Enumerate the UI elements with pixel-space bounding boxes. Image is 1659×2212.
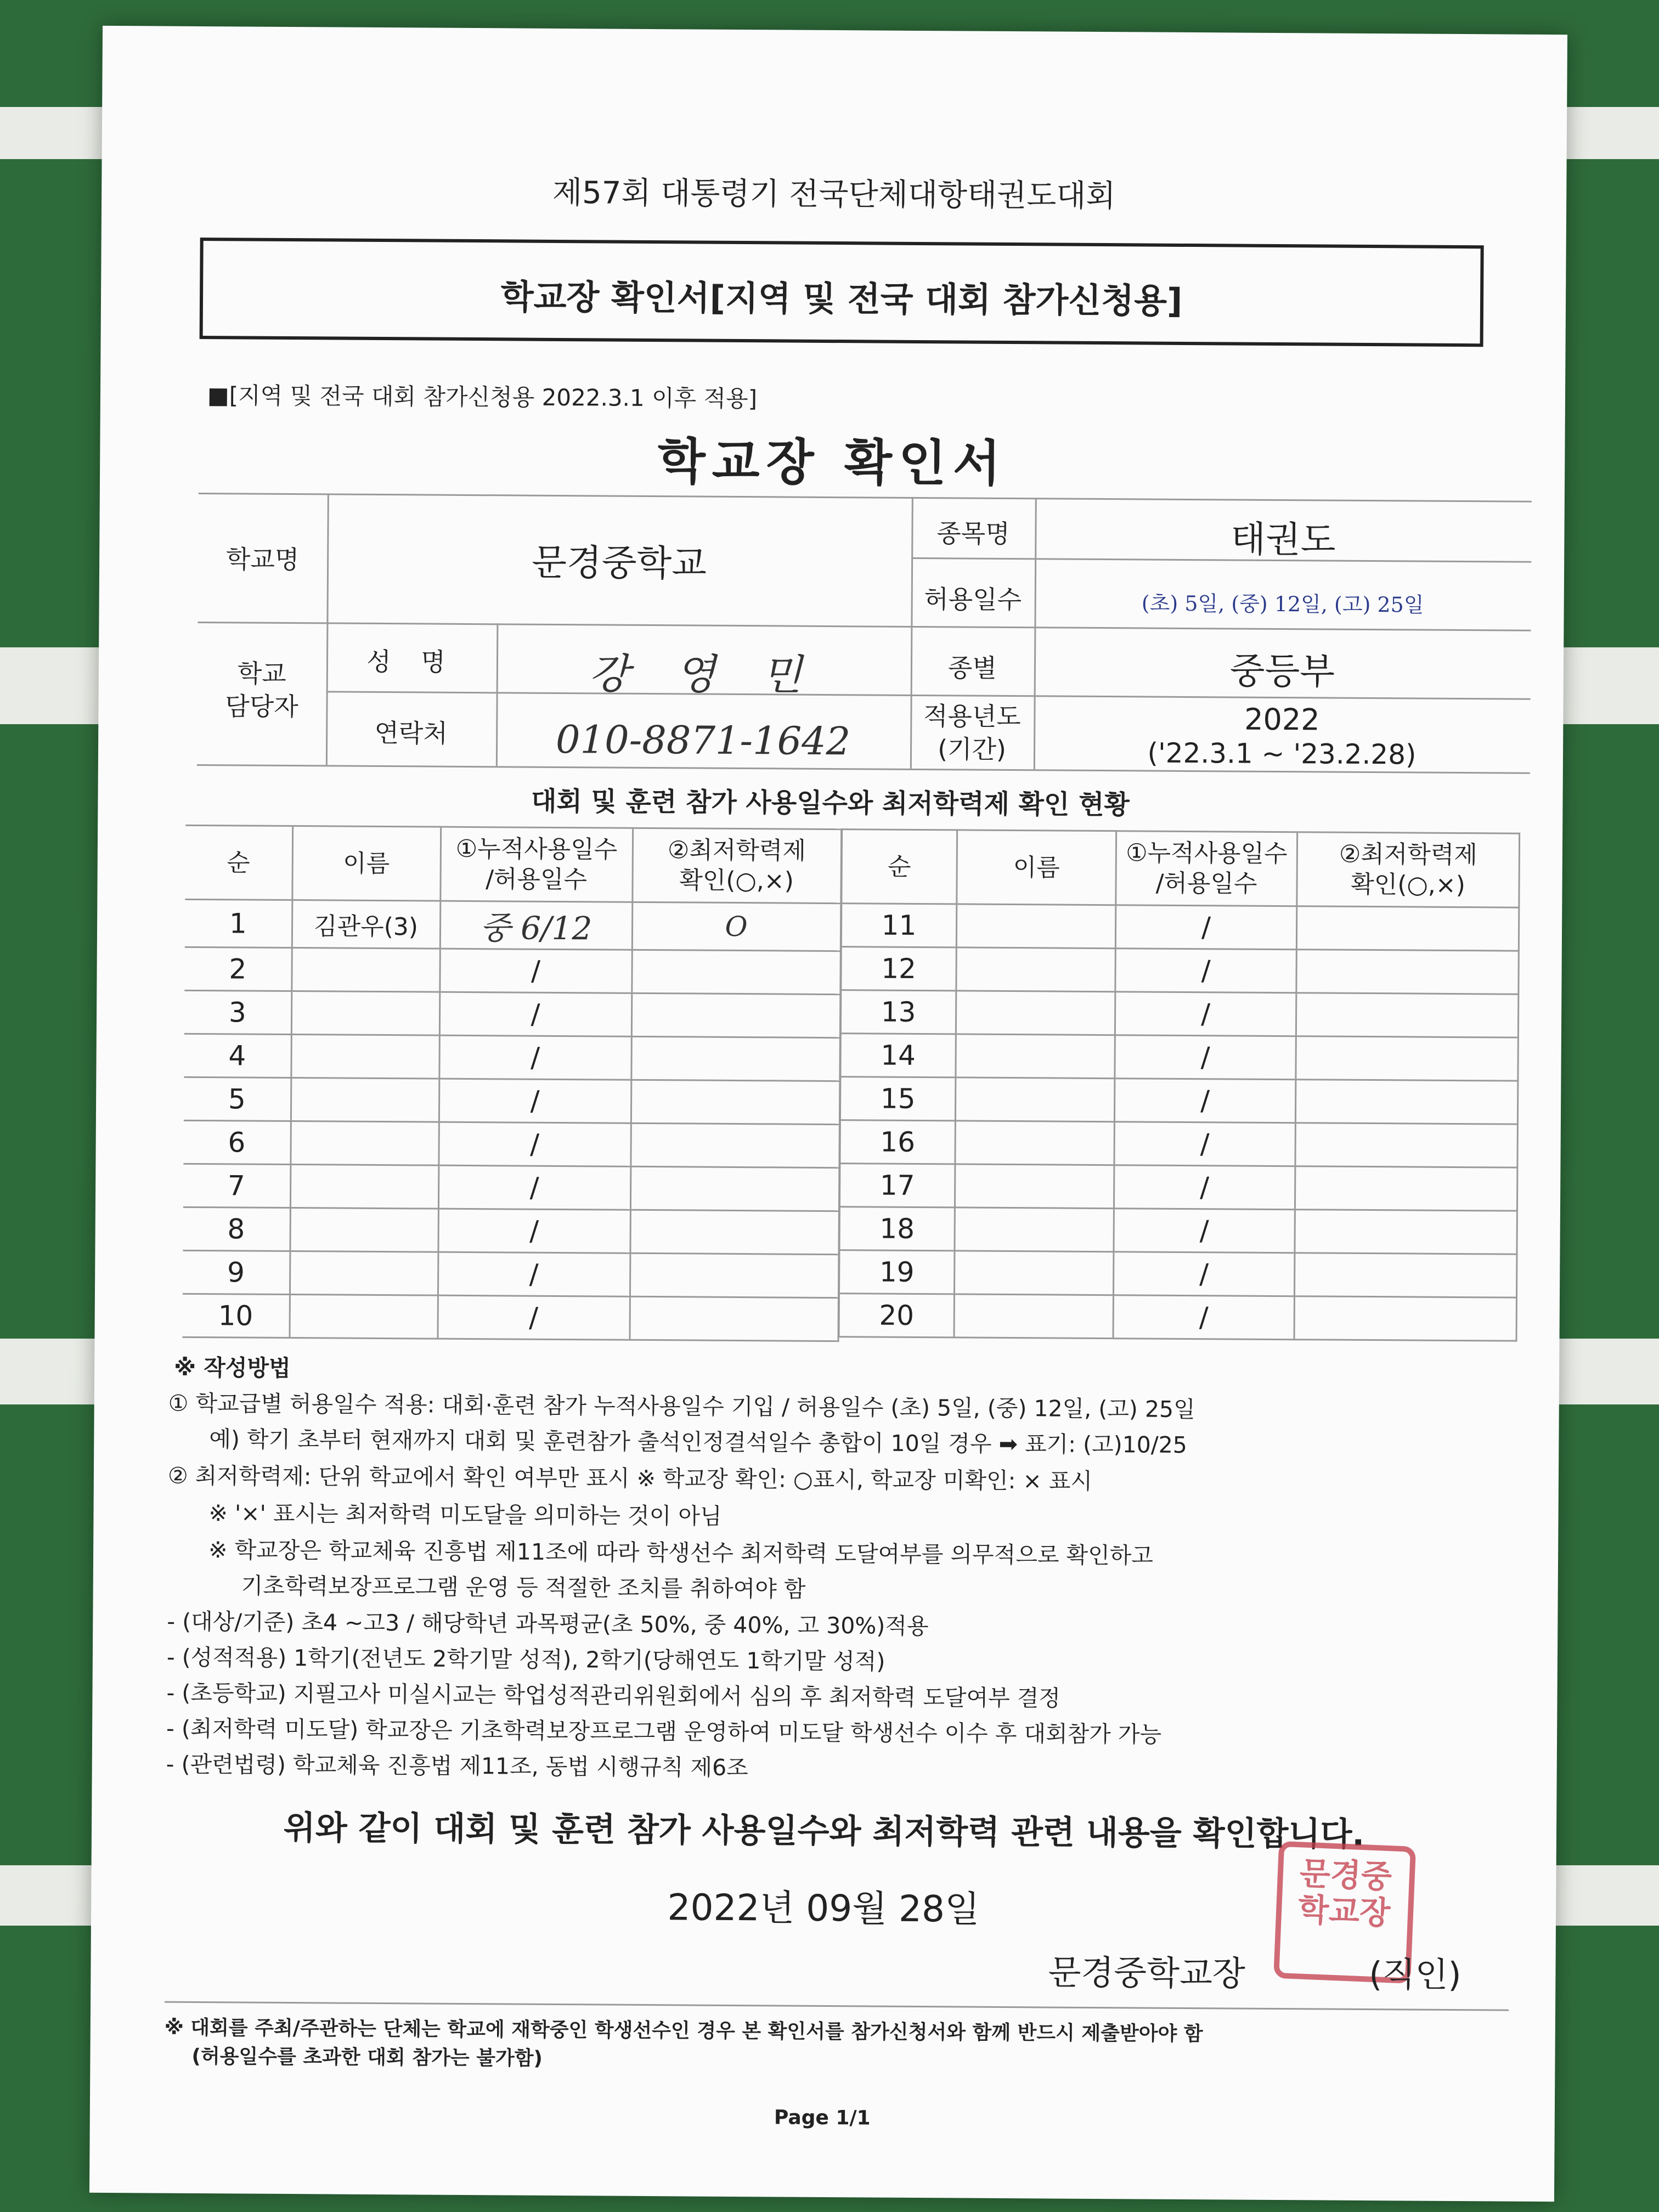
row-check xyxy=(630,1253,838,1297)
row-name xyxy=(290,1251,438,1296)
row-no: 13 xyxy=(840,990,956,1034)
row-no: 11 xyxy=(841,904,956,947)
table-row xyxy=(840,1034,1518,1081)
note-line: ※ '×' 표시는 최저학력 미도달을 의미하는 것이 아님 xyxy=(208,1500,722,1530)
document-page xyxy=(89,26,1567,2202)
row-no: 14 xyxy=(840,1034,956,1077)
col-days-header: ①누적사용일수 /허용일수 xyxy=(1116,831,1297,906)
row-days: / xyxy=(1115,949,1296,993)
table-row xyxy=(184,990,840,1037)
row-check xyxy=(1296,906,1519,951)
row-no: 9 xyxy=(183,1250,290,1294)
table-row xyxy=(183,1120,839,1167)
row-no: 3 xyxy=(184,990,291,1034)
row-name xyxy=(956,991,1115,1035)
row-days: / xyxy=(1114,1079,1295,1123)
name-label: 성 명 xyxy=(366,646,456,677)
row-no: 6 xyxy=(183,1120,290,1164)
row-no: 4 xyxy=(184,1034,291,1077)
header-box-title: 학교장 확인서[지역 및 전국 대회 참가신청용] xyxy=(500,276,1183,321)
row-check xyxy=(1296,1036,1518,1081)
event-title: 제57회 대통령기 전국단체대항태권도대회 xyxy=(552,174,1116,215)
row-name xyxy=(955,1077,1114,1122)
status-table-left xyxy=(182,825,842,1342)
table-row xyxy=(184,1077,839,1124)
note-line: - (최저학력 미도달) 학교장은 기초학력보장프로그램 운영하여 미도달 학생선수 이수 후 대회참가 가능 xyxy=(166,1715,1162,1748)
year-label: 적용년도 (기간) xyxy=(923,701,1021,764)
row-days: / xyxy=(438,1209,630,1253)
table-row xyxy=(840,1077,1517,1125)
table-row xyxy=(182,1294,838,1341)
row-no: 7 xyxy=(183,1164,290,1207)
row-days: / xyxy=(1114,1209,1295,1253)
row-days: / xyxy=(437,1295,629,1340)
row-days: / xyxy=(1113,1295,1294,1340)
allowed-value: (초) 5일, (중) 12일, (고) 25일 xyxy=(1141,591,1424,617)
row-check xyxy=(1294,1253,1516,1297)
note-line: ② 최저학력제: 단위 학교에서 확인 여부만 표시 ※ 학교장 확인: ○표시, 학교장 미확인: × 표시 xyxy=(167,1462,1093,1494)
table-row xyxy=(839,1207,1517,1255)
division-label: 종별 xyxy=(947,653,997,683)
row-no: 5 xyxy=(184,1077,291,1121)
confirmation-statement: 위와 같이 대회 및 훈련 참가 사용일수와 최저학력 관련 내용을 확인합니다. xyxy=(283,1808,1365,1854)
row-no: 12 xyxy=(841,947,956,991)
table-row xyxy=(183,1164,839,1211)
note-line: - (대상/기준) 초4 ~고3 / 해당학년 과목평균(초 50%, 중 40%, 고 30%)적용 xyxy=(167,1608,929,1640)
applicability-note: ■[지역 및 전국 대회 참가신청용 2022.3.1 이후 적용] xyxy=(207,382,758,413)
footer-note-sub: (허용일수를 초과한 대회 참가는 불가함) xyxy=(191,2045,543,2070)
row-name xyxy=(291,991,439,1036)
note-line: ① 학교급별 허용일수 적용: 대회·훈련 참가 누적사용일수 기입 / 허용일수 (초) 5일, (중) 12일, (고) 25일 xyxy=(168,1390,1195,1423)
row-check: O xyxy=(632,902,841,951)
row-name xyxy=(955,1121,1114,1165)
row-days: / xyxy=(1114,1165,1295,1210)
seal-lettering: 문경중학교장 xyxy=(1297,1854,1393,1932)
table-row xyxy=(184,947,840,994)
col-days-header: ①누적사용일수 /허용일수 xyxy=(440,827,633,902)
note-line: 기초학력보장프로그램 운영 등 적절한 조치를 취하여야 함 xyxy=(241,1572,806,1602)
row-name xyxy=(955,1164,1114,1209)
note-line: - (성적적용) 1학기(전년도 2학기말 성적), 2학기(당해연도 1학기말 성적) xyxy=(166,1644,885,1675)
note-line: - (초등학교) 지필고사 미실시교는 학업성적관리위원회에서 심의 후 최저학력 도달여부 결정 xyxy=(166,1679,1061,1712)
table-row xyxy=(183,1250,838,1297)
row-days: / xyxy=(438,1122,630,1166)
row-check xyxy=(1296,950,1519,994)
table-row xyxy=(185,899,841,951)
row-days: / xyxy=(438,1165,630,1210)
row-days: / xyxy=(1114,1122,1295,1166)
row-name xyxy=(956,904,1115,949)
contact-label: 연락처 xyxy=(374,718,448,748)
manager-label: 학교 담당자 xyxy=(225,658,298,721)
notes-heading: ※ 작성방법 xyxy=(174,1354,291,1382)
row-check xyxy=(631,1080,839,1124)
row-check xyxy=(631,993,840,1037)
confirmation-date: 2022년 09월 28일 xyxy=(667,1886,980,1931)
row-name xyxy=(954,1251,1113,1295)
row-no: 20 xyxy=(839,1294,954,1338)
row-check xyxy=(1295,1080,1517,1124)
row-days: / xyxy=(439,1035,631,1080)
row-days: / xyxy=(439,992,631,1036)
row-name xyxy=(289,1295,437,1339)
school-label: 학교명 xyxy=(225,544,300,575)
row-no: 19 xyxy=(839,1250,954,1294)
division-value: 중등부 xyxy=(1229,650,1335,693)
rule xyxy=(198,622,1531,631)
col-check-header: ②최저학력제 확인(○,×) xyxy=(1297,832,1520,907)
principal-name: 문경중학교장 xyxy=(1048,1952,1246,1994)
row-name xyxy=(290,1121,438,1166)
row-name xyxy=(290,1165,438,1209)
status-heading: 대회 및 훈련 참가 사용일수와 최저학력제 확인 현황 xyxy=(531,786,1130,821)
row-name xyxy=(954,1294,1113,1339)
row-name xyxy=(291,1035,439,1079)
note-line: ※ 학교장은 학교체육 진흥법 제11조에 따라 학생선수 최저학력 도달여부를 의무적으로 확인하고 xyxy=(208,1537,1154,1569)
row-name xyxy=(290,1208,438,1252)
seal-label: (직인) xyxy=(1369,1954,1462,1995)
row-days: / xyxy=(439,949,631,993)
name-signature: 강 영 민 xyxy=(588,649,819,699)
row-check xyxy=(630,1210,838,1254)
table-row xyxy=(839,1164,1517,1211)
page-number: Page 1/1 xyxy=(774,2106,871,2130)
row-check xyxy=(1296,993,1518,1037)
col-no-header: 순 xyxy=(185,825,292,900)
row-no: 17 xyxy=(839,1164,955,1207)
sport-value: 태권도 xyxy=(1231,518,1336,561)
row-no: 15 xyxy=(840,1077,955,1121)
period-value: ('22.3.1 ~ '23.2.28) xyxy=(1147,737,1417,771)
col-check-header: ②최저학력제 확인(○,×) xyxy=(632,828,841,903)
note-line: - (관련법령) 학교체육 진흥법 제11조, 동법 시행규칙 제6조 xyxy=(166,1751,748,1781)
row-days: 중 6/12 xyxy=(440,901,633,950)
footer-rule xyxy=(165,2001,1509,2011)
form-title: 학교장 확인서 xyxy=(657,433,1008,493)
row-no: 2 xyxy=(184,947,291,991)
row-name xyxy=(291,948,439,992)
row-no: 10 xyxy=(182,1294,289,1338)
row-check xyxy=(1295,1166,1517,1211)
row-no: 18 xyxy=(839,1207,955,1251)
table-row xyxy=(839,1250,1516,1298)
school-value: 문경중학교 xyxy=(532,541,707,585)
row-name xyxy=(291,1078,439,1122)
col-no-header: 순 xyxy=(842,830,957,904)
contact-value: 010-8871-1642 xyxy=(555,716,851,764)
row-name: 김관우(3) xyxy=(292,900,441,949)
row-name xyxy=(956,947,1115,992)
row-no: 16 xyxy=(840,1120,955,1164)
table-row xyxy=(184,1034,839,1081)
row-days: / xyxy=(439,1079,631,1123)
table-row xyxy=(840,1120,1517,1168)
row-name xyxy=(955,1207,1114,1252)
row-check xyxy=(631,950,840,994)
status-table-right xyxy=(838,828,1521,1342)
table-row xyxy=(839,1294,1516,1341)
row-check xyxy=(630,1123,839,1167)
allowed-label: 허용일수 xyxy=(924,584,1022,615)
row-check xyxy=(631,1036,839,1081)
row-days: / xyxy=(1115,992,1296,1036)
note-line: 예) 학기 초부터 현재까지 대회 및 훈련참가 출석인정결석일수 총합이 10일 경우 ➡ 표기: (고)10/25 xyxy=(209,1426,1187,1459)
row-days: / xyxy=(1115,1035,1296,1080)
row-days: / xyxy=(438,1252,630,1296)
table-row xyxy=(841,947,1519,995)
row-check xyxy=(630,1166,839,1211)
table-row xyxy=(183,1207,838,1254)
col-name-header: 이름 xyxy=(292,826,441,901)
sport-label: 종목명 xyxy=(936,518,1010,549)
row-check xyxy=(1295,1123,1517,1167)
table-row xyxy=(841,904,1519,951)
row-no: 1 xyxy=(185,899,292,947)
table-row xyxy=(840,990,1518,1038)
col-name-header: 이름 xyxy=(957,830,1116,905)
row-no: 8 xyxy=(183,1207,290,1251)
row-check xyxy=(1294,1296,1516,1341)
year-value: 2022 xyxy=(1244,702,1320,737)
row-check xyxy=(629,1296,838,1341)
row-name xyxy=(956,1034,1115,1079)
row-days: / xyxy=(1113,1252,1294,1296)
footer-note: ※ 대회를 주최/주관하는 단체는 학교에 재학중인 학생선수인 경우 본 확인서를 참가신청서와 함께 반드시 제출받아야 함 xyxy=(164,2016,1203,2046)
row-days: / xyxy=(1115,905,1296,950)
row-check xyxy=(1295,1210,1517,1254)
